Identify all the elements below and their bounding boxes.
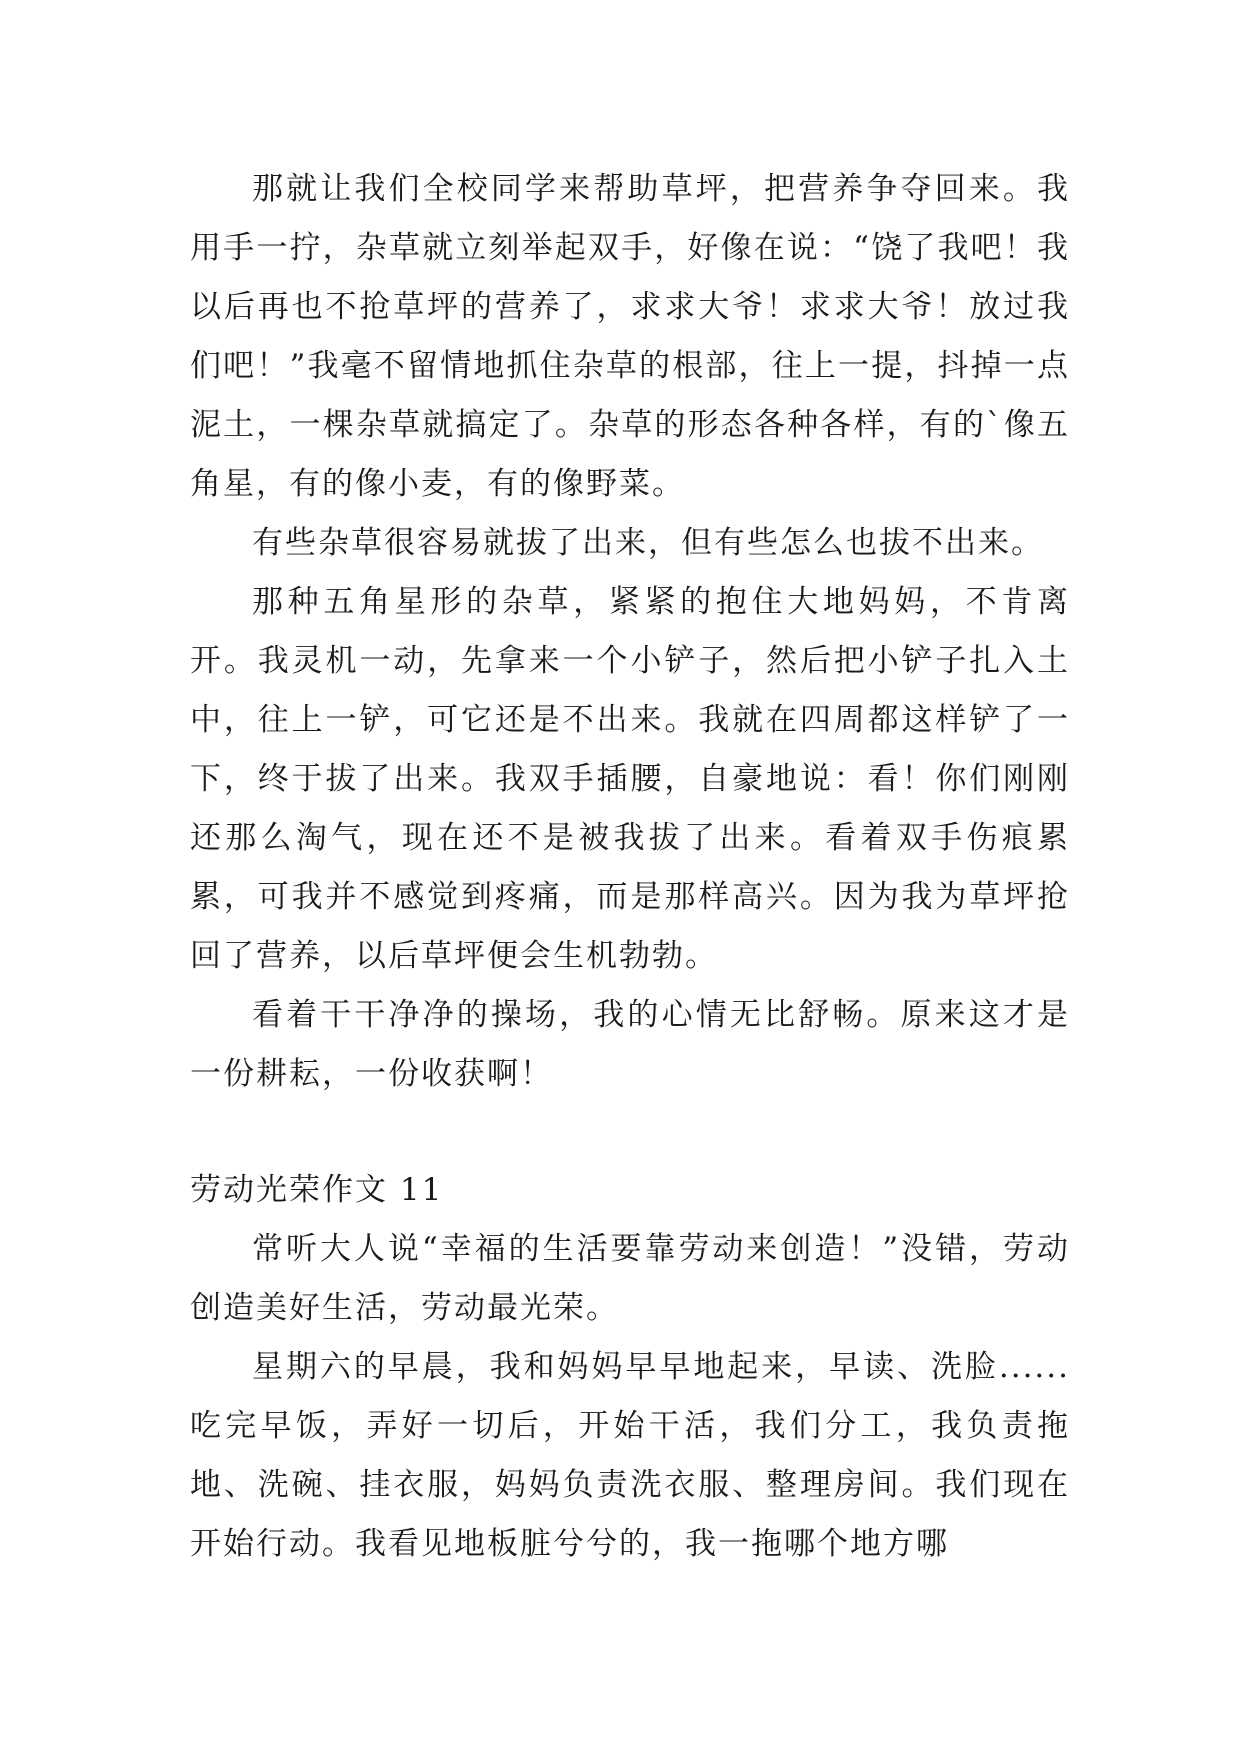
paragraph-labor-intro: 常听大人说“幸福的生活要靠劳动来创造！”没错，劳动创造美好生活，劳动最光荣。	[190, 1231, 1070, 1326]
document-body	[190, 160, 1070, 1574]
paragraph-weeding-start: 那就让我们全校同学来帮助草坪，把营养争夺回来。我用手一拧，杂草就立刻举起双手，好像在说：“饶了我吧！我以后再也不抢草坪的营养了，求求大爷！求求大爷！放过我们吧！”我毫不留情地抓住杂草的根部，往上一提，抖掉一点泥土，一棵杂草就搞定了。杂草的形态各种各样，有的`像五角星，有的像小麦，有的像野菜。	[190, 171, 1070, 502]
paragraph-hard-to-pull: 有些杂草很容易就拔了出来，但有些怎么也拔不出来。	[252, 525, 1044, 561]
paragraph-star-shaped-weed: 那种五角星形的杂草，紧紧的抱住大地妈妈，不肯离开。我灵机一动，先拿来一个小铲子，然后把小铲子扎入土中，往上一铲，可它还是不出来。我就在四周都这样铲了一下，终于拔了出来。我双手插腰，自豪地说：看！你们刚刚还那么淘气，现在还不是被我拔了出来。看着双手伤痕累累，可我并不感觉到疼痛，而是那样高兴。因为我为草坪抢回了营养，以后草坪便会生机勃勃。	[190, 584, 1070, 974]
section-title: 劳动光荣作文 11	[190, 1172, 444, 1208]
paragraph-conclusion: 看着干干净净的操场，我的心情无比舒畅。原来这才是一份耕耘，一份收获啊！	[190, 997, 1070, 1092]
paragraph-saturday-morning: 星期六的早晨，我和妈妈早早地起来，早读、洗脸......吃完早饭，弄好一切后，开始干活，我们分工，我负责拖地、洗碗、挂衣服，妈妈负责洗衣服、整理房间。我们现在开始行动。我看见地板脏兮兮的，我一拖哪个地方哪	[190, 1349, 1070, 1562]
